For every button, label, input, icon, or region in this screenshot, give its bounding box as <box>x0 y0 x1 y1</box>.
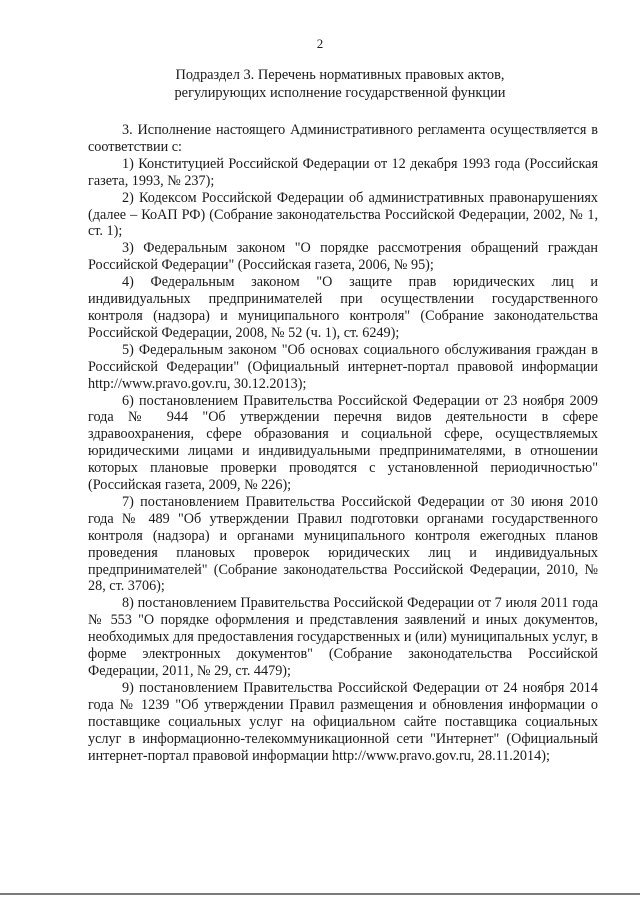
body-text <box>88 122 598 764</box>
section-heading <box>60 66 620 102</box>
scan-bottom-edge <box>0 893 640 895</box>
list-item-9: 9) постановлением Правительства Российской Федерации от 24 ноября 2014 года № 1239 "Об утверждении Правил размещения и обновления информации о поставщике социальных услуг на официальном сайте поставщика социальных услуг в информационно-телекоммуникационной сети "Интернет" (Официальный интернет-портал правовой информации http://www.pravo.gov.ru, 28.11.2014); <box>88 679 598 764</box>
list-item-4: 4) Федеральным законом "О защите прав юридических лиц и индивидуальных предпринимателей при осуществлении государственного контроля (надзора) и муниципального контроля" (Собрание законодательства Российской Федерации, 2008, № 52 (ч. 1), ст. 6249); <box>88 274 598 341</box>
list-item-8: 8) постановлением Правительства Российской Федерации от 7 июля 2011 года № 553 "О порядке оформления и представления заявлений и иных документов, необходимых для предоставления государственных и (или) муниципальных услуг, в форме электронных документов" (Собрание законодательства Российской Федерации, 2011, № 29, ст. 4479); <box>88 595 598 679</box>
paragraph-intro: 3. Исполнение настоящего Административного регламента осуществляется в соответствии с: <box>88 122 598 155</box>
list-item-5: 5) Федеральным законом "Об основах социального обслуживания граждан в Российской Федерации" (Официальный интернет-портал правовой информации http://www.pravo.gov.ru, 30.12.2013); <box>88 341 598 392</box>
list-item-2: 2) Кодексом Российской Федерации об административных правонарушениях (далее – КоАП РФ) (Собрание законодательства Российской Федерации, 2002, № 1, ст. 1); <box>88 189 598 240</box>
list-item-7: 7) постановлением Правительства Российской Федерации от 30 июня 2010 года № 489 "Об утверждении Правил подготовки органами государственного контроля (надзора) и органами муниципального контроля ежегодных планов проведения плановых проверок юридических лиц и индивидуальных предпринимателей" (Собрание законодательства Российской Федерации, 2010, № 28, ст. 3706); <box>88 493 598 595</box>
list-item-6: 6) постановлением Правительства Российской Федерации от 23 ноября 2009 года № 944 "Об утверждении перечня видов деятельности в сфере здравоохранения, сфере образования и социальной сфере, осуществляемых юридическими лицами и индивидуальными предпринимателями, в отношении которых плановые проверки проводятся с установленной периодичностью" (Российская газета, 2009, № 226); <box>88 392 598 494</box>
page-number: 2 <box>316 36 324 51</box>
list-item-1: 1) Конституцией Российской Федерации от 12 декабря 1993 года (Российская газета, 1993, № 237); <box>88 155 598 189</box>
section-heading-line-1: Подраздел 3. Перечень нормативных правовых актов, <box>175 67 505 83</box>
list-item-3: 3) Федеральным законом "О порядке рассмотрения обращений граждан Российской Федерации" (Российская газета, 2006, № 95); <box>88 240 598 274</box>
section-heading-line-2: регулирующих исполнение государственной функции <box>174 85 506 101</box>
